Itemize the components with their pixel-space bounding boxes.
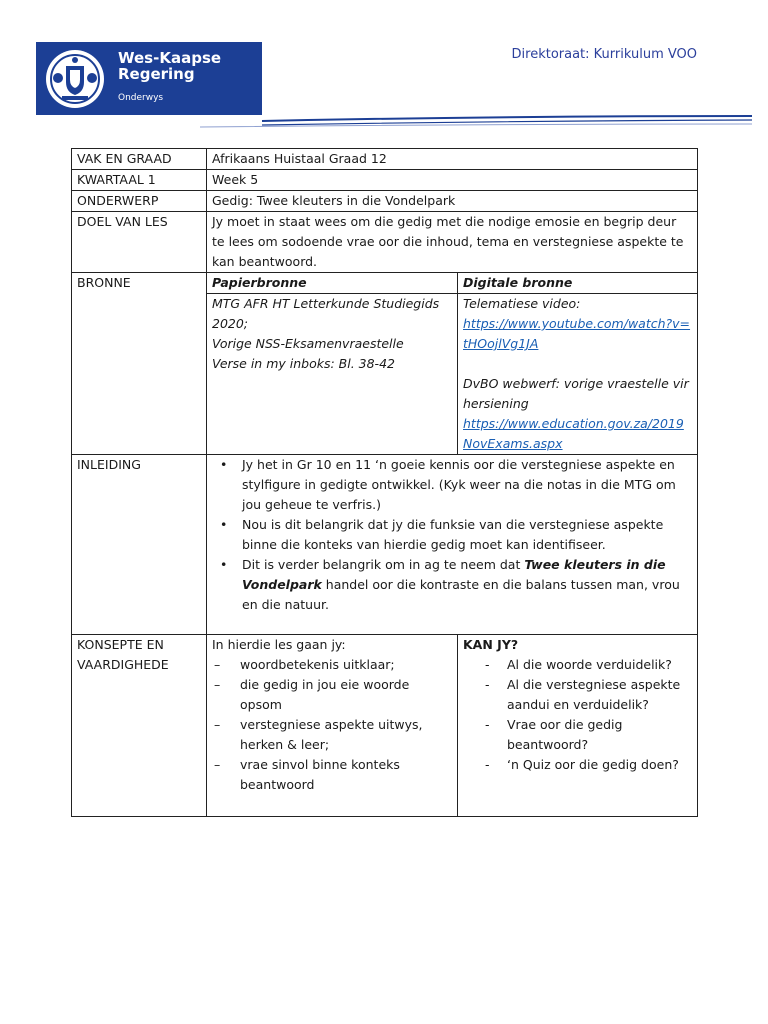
paper-source-2: Vorige NSS-Eksamenvraestelle [212, 336, 404, 351]
value-doel: Jy moet in staat wees om die gedig met die nodige emosie en begrip deur te lees om sodoende vrae oor die inhoud, tema en verstegniese aspekte te kan beantwoord. [207, 212, 698, 273]
label-vak: VAK EN GRAAD [72, 149, 207, 170]
label-doel: DOEL VAN LES [72, 212, 207, 273]
digital-source-2: DvBO webwerf: vorige vraestelle vir hersiening [463, 376, 689, 411]
logo-line2: Regering [118, 65, 195, 83]
paper-sources [207, 294, 458, 455]
paper-source-1: MTG AFR HT Letterkunde Studiegids 2020; [212, 296, 440, 331]
label-konsepte-2: VAARDIGHEDE [77, 657, 169, 672]
digital-sources-heading: Digitale bronne [458, 273, 698, 294]
intro-bullet-3 [212, 555, 692, 615]
youtube-link[interactable]: https://www.youtube.com/watch?v=tHOojlVg1JA [463, 316, 691, 351]
row-doel [72, 212, 698, 273]
can-you-item: - Vrae oor die gedig beantwoord? [463, 715, 692, 755]
can-you-heading: KAN JY? [463, 637, 519, 652]
objective-item: – die gedig in jou eie woorde opsom [212, 675, 452, 715]
poem-title: Twee kleuters in die Vondelpark [242, 557, 666, 592]
can-you-item: - Al die verstegniese aspekte aandui en verduidelik? [463, 675, 692, 715]
row-vak [72, 149, 698, 170]
value-vak: Afrikaans Huistaal Graad 12 [207, 149, 698, 170]
paper-sources-heading: Papierbronne [207, 273, 458, 294]
digital-sources [458, 294, 698, 455]
intro-bullet-2: • Nou is dit belangrik dat jy die funksie van die verstegniese aspekte binne die konteks van hierdie gedig moet kan identifiseer. [212, 515, 692, 555]
can-you-item: - ‘n Quiz oor die gedig doen? [463, 755, 692, 775]
intro-bullet-1: • Jy het in Gr 10 en 11 ‘n goeie kennis oor die verstegniese aspekte en stylfigure in gedigte ontwikkel. (Kyk weer na die notas in die MTG om jou geheue te verfris.) [212, 455, 692, 515]
department-title: Direktoraat: Kurrikulum VOO [511, 47, 697, 62]
lesson-plan-table [71, 148, 698, 817]
header-divider [0, 0, 768, 135]
logo-subtitle: Onderwys [118, 93, 164, 103]
value-kwartaal: Week 5 [207, 170, 698, 191]
value-onderwerp: Gedig: Twee kleuters in die Vondelpark [207, 191, 698, 212]
lesson-objectives [207, 635, 458, 817]
row-onderwerp [72, 191, 698, 212]
digital-source-1: Telematiese video: [463, 296, 581, 311]
education-link[interactable]: https://www.education.gov.za/2019NovExams.aspx [463, 416, 684, 451]
row-inleiding [72, 455, 698, 635]
label-kwartaal: KWARTAAL 1 [72, 170, 207, 191]
objective-item: – vrae sinvol binne konteks beantwoord [212, 755, 452, 795]
label-inleiding: INLEIDING [72, 455, 207, 635]
can-you-checklist [458, 635, 698, 817]
label-konsepte [72, 635, 207, 817]
label-onderwerp: ONDERWERP [72, 191, 207, 212]
objective-item: – verstegniese aspekte uitwys, herken & leer; [212, 715, 452, 755]
row-konsepte [72, 635, 698, 817]
intro-bullet-3-post: handel oor die kontraste en die balans tussen man, vrou en die natuur. [242, 577, 680, 612]
intro-bullet-3-pre: Dit is verder belangrik om in ag te neem dat [242, 557, 525, 572]
objective-item: – woordbetekenis uitklaar; [212, 655, 452, 675]
paper-source-3: Verse in my inboks: Bl. 38-42 [212, 356, 395, 371]
row-bronne-head [72, 273, 698, 294]
logo-line1: Wes-Kaapse [118, 49, 222, 67]
label-bronne: BRONNE [72, 273, 207, 455]
label-konsepte-1: KONSEPTE EN [77, 637, 164, 652]
can-you-item: - Al die woorde verduidelik? [463, 655, 692, 675]
objectives-intro: In hierdie les gaan jy: [212, 637, 346, 652]
row-kwartaal [72, 170, 698, 191]
value-inleiding [207, 455, 698, 635]
